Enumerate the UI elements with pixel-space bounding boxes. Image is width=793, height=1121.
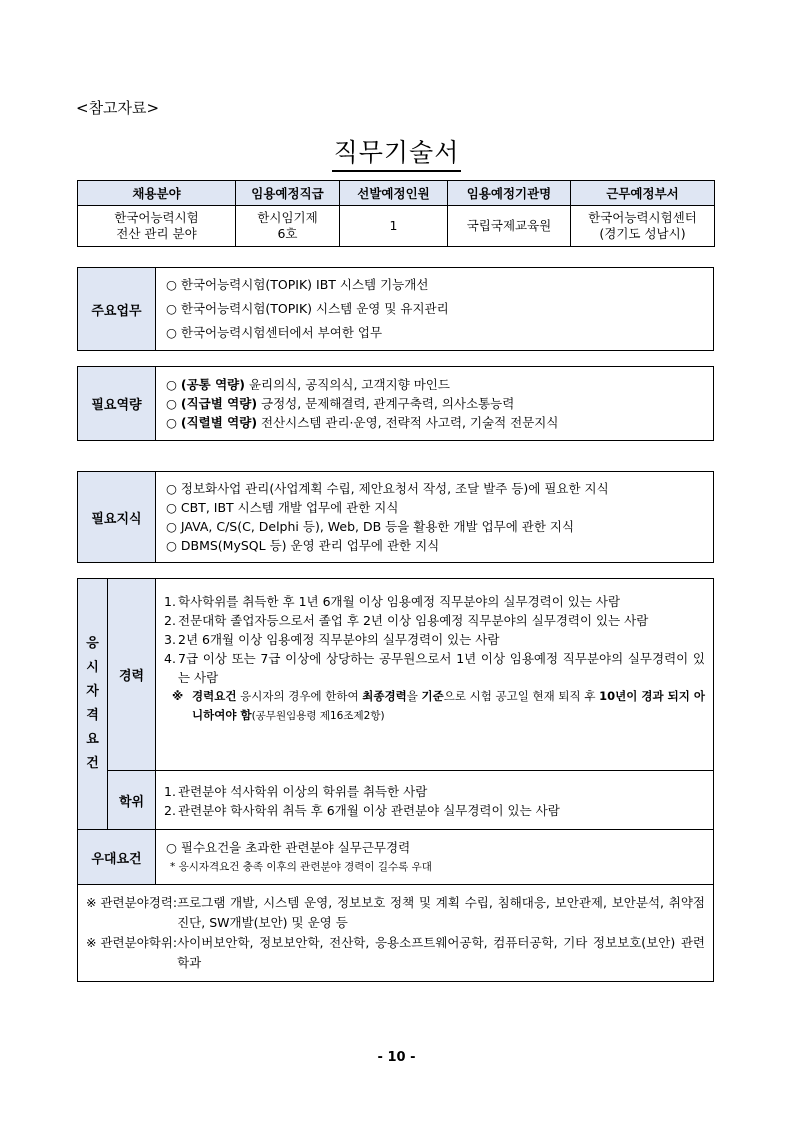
header-field: 채용분야 [78,181,236,206]
competency-item: ○ (공통 역량) 윤리의식, 공직의식, 고객지향 마인드 [166,377,450,392]
value-grade: 한시임기제 6호 [236,206,340,247]
experience-item: 1. 학사학위를 취득한 후 1년 6개월 이상 임용예정 직무분야의 실무경력이 있는 사람 [164,594,621,609]
recruitment-header-row [78,181,715,206]
header-grade: 임용예정직급 [236,181,340,206]
knowledge-label: 필요지식 [78,472,156,563]
knowledge-item: ○ DBMS(MySQL 등) 운영 관리 업무에 관한 지식 [166,538,440,553]
header-agency: 임용예정기관명 [448,181,571,206]
header-count: 선발예정인원 [340,181,448,206]
qualification-label: 응 시 자 격 요 건 [78,579,108,830]
qualification-table [77,578,714,982]
footnote-related-career: ※ 관련분야경력: 프로그램 개발, 시스템 운영, 정보보호 정책 및 계획 수립, 침해대응, 보안관제, 보안분석, 취약점 진단, SW개발(보안) 및 운영 등 [86,895,705,930]
preferred-sub-note: * 응시자격요건 충족 이후의 관련분야 경력이 길수록 우대 [170,861,432,873]
experience-item: 3. 2년 6개월 이상 임용예정 직무분야의 실무경력이 있는 사람 [164,632,500,647]
duties-label: 주요업무 [78,268,156,351]
duties-table [77,267,714,351]
knowledge-item: ○ 정보화사업 관리(사업계획 수립, 제안요청서 작성, 조달 발주 등)에 필요한 지식 [166,481,609,496]
degree-item: 1. 관련분야 석사학위 이상의 학위를 취득한 사람 [164,784,428,799]
reference-label: <참고자료> [76,99,160,117]
experience-label: 경력 [108,579,156,771]
competency-table [77,366,714,441]
knowledge-content [156,472,714,563]
duty-item: ○ 한국어능력시험센터에서 부여한 업무 [166,325,383,340]
competency-content [156,367,714,441]
competency-item: ○ (직급별 역량) 긍정성, 문제해결력, 관계구축력, 의사소통능력 [166,396,515,411]
page-number: - 10 - [377,1050,416,1065]
recruitment-table [77,180,715,247]
degree-item: 2. 관련분야 학사학위 취득 후 6개월 이상 관련분야 실무경력이 있는 사람 [164,803,560,818]
preferred-label: 우대요건 [78,830,156,885]
degree-label: 학위 [108,771,156,830]
preferred-content [156,830,714,885]
degree-content [156,771,714,830]
value-agency: 국립국제교육원 [448,206,571,247]
preferred-item: ○ 필수요건을 초과한 관련분야 실무근무경력 [166,840,411,855]
experience-item: 4. 7급 이상 또는 7급 이상에 상당하는 공무원으로서 1년 이상 임용예정 직무분야의 실무경력이 있는 사람 [164,651,705,685]
experience-item: 2. 전문대학 졸업자등으로서 졸업 후 2년 이상 임용예정 직무분야의 실무경력이 있는 사람 [164,613,649,628]
duty-item: ○ 한국어능력시험(TOPIK) IBT 시스템 기능개선 [166,277,429,292]
competency-label: 필요역량 [78,367,156,441]
value-count: 1 [340,206,448,247]
duty-item: ○ 한국어능력시험(TOPIK) 시스템 운영 및 유지관리 [166,301,449,316]
experience-note: ※ 경력요건 응시자의 경우에 한하여 최종경력을 기준으로 시험 공고일 현재 퇴직 후 10년이 경과 되지 아니하여야 함(공무원임용령 제16조제2항) [172,689,706,722]
competency-item: ○ (직렬별 역량) 전산시스템 관리·운영, 전략적 사고력, 기술적 전문지식 [166,415,559,430]
recruitment-value-row [78,206,715,247]
footnote-related-degree: ※ 관련분야학위: 사이버보안학, 정보보안학, 전산학, 응용소프트웨어공학, 컴퓨터공학, 기타 정보보호(보안) 관련 학과 [86,935,705,970]
value-field: 한국어능력시험 전산 관리 분야 [78,206,236,247]
experience-content [156,579,714,771]
knowledge-item: ○ CBT, IBT 시스템 개발 업무에 관한 지식 [166,500,399,515]
header-dept: 근무예정부서 [571,181,715,206]
duties-content [156,268,714,351]
document-title: 직무기술서 [0,133,793,169]
knowledge-table [77,471,714,563]
knowledge-item: ○ JAVA, C/S(C, Delphi 등), Web, DB 등을 활용한 개발 업무에 관한 지식 [166,519,575,534]
footnotes [78,885,714,982]
value-dept: 한국어능력시험센터 (경기도 성남시) [571,206,715,247]
